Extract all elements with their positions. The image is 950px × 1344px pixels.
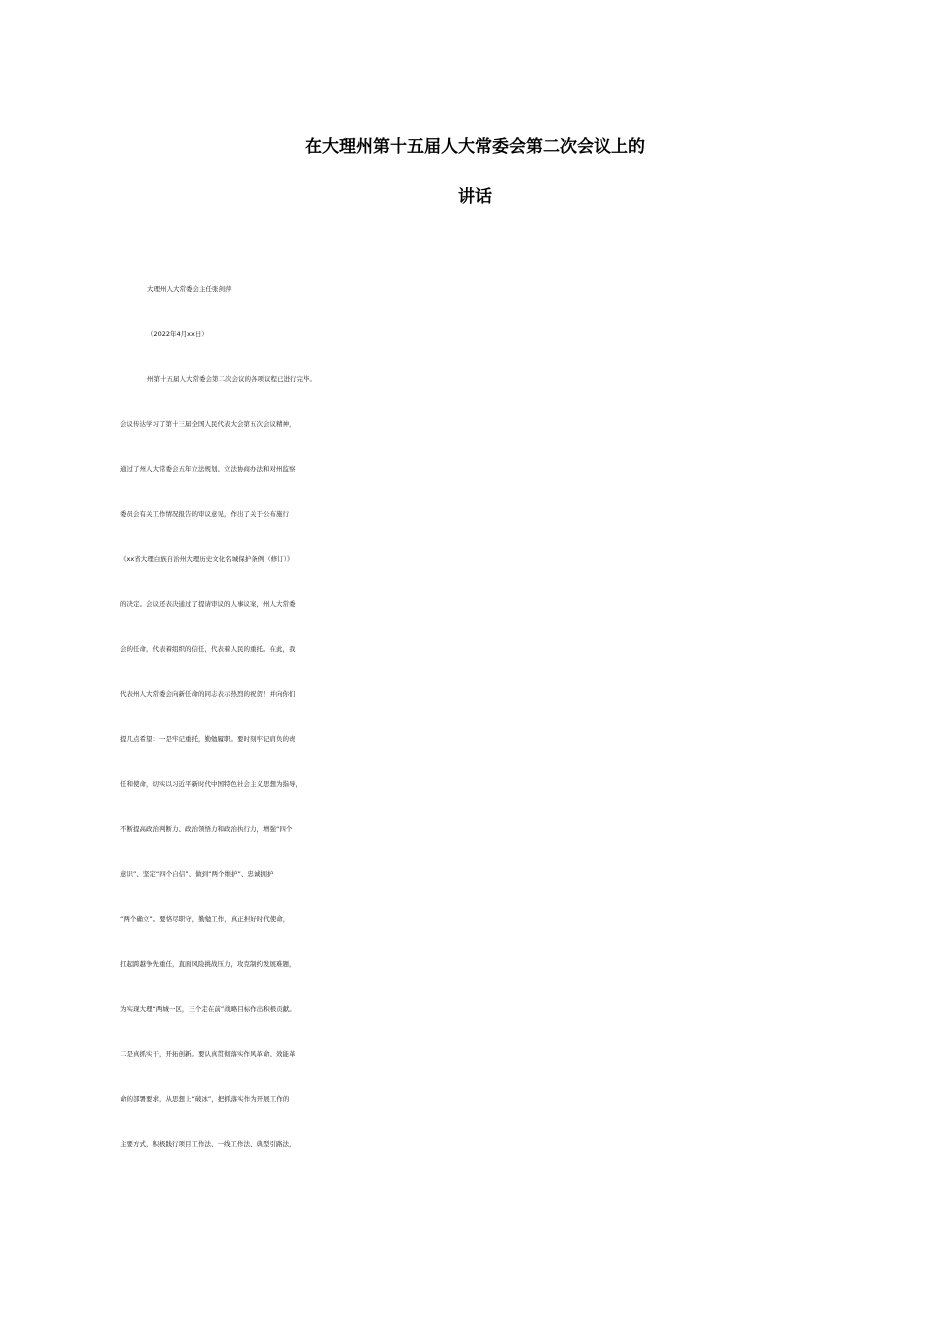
body-text-line: 任和使命，切实以习近平新时代中国特色社会主义思想为指导， [120, 780, 302, 788]
body-text-line: 扛起跨越争先重任，直面风险挑战压力，攻克制约发展难题， [120, 960, 296, 968]
body-text-line: “两个确立”。要恪尽职守，勤勉工作，真正担好时代使命， [120, 915, 290, 923]
date-line: （2022年4月xx日） [147, 330, 208, 338]
body-text-line: 命的部署要求，从思想上“破冰”，把抓落实作为开展工作的 [120, 1095, 290, 1103]
body-text-line: 为实现大理“两城一区，三个走在前”战略目标作出积极贡献。 [120, 1005, 296, 1013]
body-text-line: 二是真抓实干，开拓创新。要认真贯彻落实作风革命、效能革 [120, 1050, 296, 1058]
body-text-line: 不断提高政治判断力、政治领悟力和政治执行力，增强“四个 [120, 825, 293, 833]
body-text-line: 主要方式，积极践行项目工作法、一线工作法、典型引路法， [120, 1140, 296, 1148]
author-line: 大理州人大常委会主任张剑萍 [147, 285, 232, 293]
body-text-line: 意识”、坚定“四个自信”、做到“两个维护”、忠诚拥护 [120, 870, 274, 878]
body-text-line: 委员会有关工作情况报告的审议意见，作出了关于公布施行 [120, 510, 289, 518]
document-title-line-1: 在大理州第十五届人大常委会第二次会议上的 [305, 137, 645, 157]
body-text-line: 州第十五届人大常委会第二次会议的各项议程已进行完毕。 [147, 375, 316, 383]
body-text-line: 会议传达学习了第十三届全国人民代表大会第五次会议精神， [120, 420, 296, 428]
body-text-line: 提几点希望：一是牢记重托，勤勉履职。要时刻牢记肩负的责 [120, 735, 296, 743]
body-text-line: 《xx省大理白族自治州大理历史文化名城保护条例（修订）》 [120, 555, 294, 563]
body-text-line: 代表州人大常委会向新任命的同志表示热烈的祝贺！并向你们 [120, 690, 296, 698]
body-text-line: 会的任命，代表着组织的信任，代表着人民的重托。在此，我 [120, 645, 296, 653]
body-text-line: 的决定。会议还表决通过了提请审议的人事议案，州人大常委 [120, 600, 296, 608]
document-title-line-2: 讲话 [458, 187, 492, 207]
body-text-line: 通过了州人大常委会五年立法规划、立法协商办法和对州监察 [120, 465, 296, 473]
